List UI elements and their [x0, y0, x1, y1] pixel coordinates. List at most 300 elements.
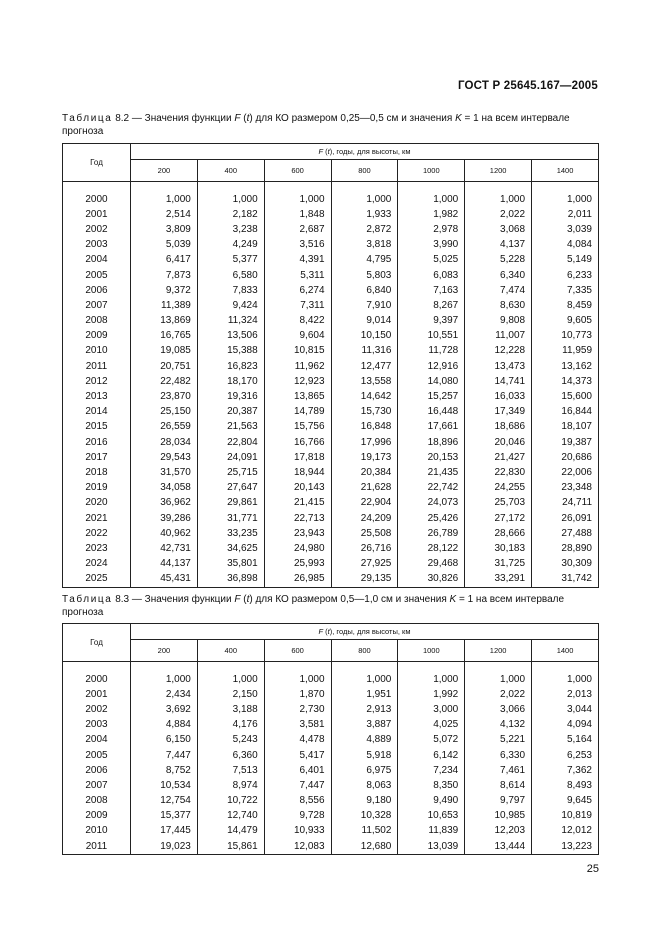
value-cell: 44,137 — [131, 557, 198, 572]
value-cell: 25,993 — [264, 557, 331, 572]
value-cell: 26,716 — [331, 541, 398, 556]
table-row — [63, 572, 599, 588]
value-cell: 9,372 — [131, 283, 198, 298]
value-cell: 5,228 — [465, 253, 532, 268]
value-cell: 1,000 — [465, 192, 532, 207]
value-cell: 1,000 — [532, 672, 599, 687]
value-cell: 8,974 — [197, 778, 264, 793]
table-row — [63, 465, 599, 480]
value-cell: 12,740 — [197, 809, 264, 824]
value-cell: 6,253 — [532, 748, 599, 763]
value-cell: 1,000 — [331, 672, 398, 687]
year-cell: 2025 — [63, 572, 131, 588]
value-cell: 6,340 — [465, 268, 532, 283]
spacer-cell — [398, 182, 465, 193]
value-cell: 3,692 — [131, 702, 198, 717]
value-cell: 8,063 — [331, 778, 398, 793]
year-cell: 2010 — [63, 824, 131, 839]
value-cell: 2,730 — [264, 702, 331, 717]
value-cell: 11,502 — [331, 824, 398, 839]
value-cell: 8,752 — [131, 763, 198, 778]
year-cell: 2019 — [63, 481, 131, 496]
table-row — [63, 450, 599, 465]
value-cell: 3,809 — [131, 222, 198, 237]
value-cell: 3,818 — [331, 238, 398, 253]
value-cell: 2,022 — [465, 687, 532, 702]
value-cell: 5,918 — [331, 748, 398, 763]
value-cell: 3,044 — [532, 702, 599, 717]
value-cell: 8,459 — [532, 298, 599, 313]
value-cell: 30,826 — [398, 572, 465, 588]
table-row — [63, 526, 599, 541]
value-cell: 12,923 — [264, 374, 331, 389]
value-cell: 3,068 — [465, 222, 532, 237]
value-cell: 29,543 — [131, 450, 198, 465]
value-cell: 2,150 — [197, 687, 264, 702]
value-cell: 8,556 — [264, 794, 331, 809]
value-cell: 1,000 — [532, 192, 599, 207]
table-row — [63, 389, 599, 404]
year-cell: 2011 — [63, 359, 131, 374]
value-cell: 1,992 — [398, 687, 465, 702]
spacer-cell — [465, 662, 532, 673]
table-row — [63, 511, 599, 526]
height-header: 1400 — [532, 640, 599, 662]
value-cell: 1,000 — [331, 192, 398, 207]
year-cell: 2004 — [63, 733, 131, 748]
value-cell: 12,083 — [264, 839, 331, 855]
table-row — [63, 314, 599, 329]
value-cell: 9,605 — [532, 314, 599, 329]
year-cell: 2016 — [63, 435, 131, 450]
value-cell: 6,360 — [197, 748, 264, 763]
year-cell: 2020 — [63, 496, 131, 511]
value-cell: 15,600 — [532, 389, 599, 404]
value-cell: 16,448 — [398, 405, 465, 420]
value-cell: 27,647 — [197, 481, 264, 496]
value-cell: 6,083 — [398, 268, 465, 283]
value-cell: 10,819 — [532, 809, 599, 824]
value-cell: 24,091 — [197, 450, 264, 465]
value-cell: 34,625 — [197, 541, 264, 556]
value-cell: 26,985 — [264, 572, 331, 588]
value-cell: 15,257 — [398, 389, 465, 404]
value-cell: 1,000 — [197, 672, 264, 687]
value-cell: 2,182 — [197, 207, 264, 222]
value-cell: 26,789 — [398, 526, 465, 541]
year-cell: 2003 — [63, 718, 131, 733]
value-cell: 1,848 — [264, 207, 331, 222]
value-cell: 22,804 — [197, 435, 264, 450]
value-cell: 9,490 — [398, 794, 465, 809]
value-cell: 16,844 — [532, 405, 599, 420]
value-cell: 12,916 — [398, 359, 465, 374]
value-cell: 28,666 — [465, 526, 532, 541]
value-cell: 9,645 — [532, 794, 599, 809]
table-row — [63, 809, 599, 824]
value-cell: 20,046 — [465, 435, 532, 450]
value-cell: 14,479 — [197, 824, 264, 839]
table-caption-8-2: Таблица 8.2 — Значения функции F (t) для КО размером 0,25—0,5 см и значения K = 1 на всем интервале прогноза — [62, 113, 570, 137]
value-cell: 23,348 — [532, 481, 599, 496]
value-cell: 21,435 — [398, 465, 465, 480]
value-cell: 39,286 — [131, 511, 198, 526]
value-cell: 3,581 — [264, 718, 331, 733]
value-cell: 25,715 — [197, 465, 264, 480]
value-cell: 4,094 — [532, 718, 599, 733]
table-row — [63, 541, 599, 556]
value-cell: 4,478 — [264, 733, 331, 748]
value-cell: 1,000 — [197, 192, 264, 207]
value-cell: 2,013 — [532, 687, 599, 702]
height-header: 600 — [264, 160, 331, 182]
value-cell: 1,000 — [131, 192, 198, 207]
height-header-row — [63, 160, 599, 182]
year-cell: 2000 — [63, 192, 131, 207]
value-cell: 34,058 — [131, 481, 198, 496]
value-cell: 10,815 — [264, 344, 331, 359]
page-number: 25 — [586, 863, 599, 875]
value-cell: 22,006 — [532, 465, 599, 480]
value-cell: 14,741 — [465, 374, 532, 389]
value-cell: 11,728 — [398, 344, 465, 359]
table-row — [63, 763, 599, 778]
value-cell: 7,311 — [264, 298, 331, 313]
year-cell: 2005 — [63, 268, 131, 283]
table-row — [63, 405, 599, 420]
value-cell: 13,162 — [532, 359, 599, 374]
table-row — [63, 329, 599, 344]
year-cell: 2012 — [63, 374, 131, 389]
table-row — [63, 238, 599, 253]
value-cell: 18,686 — [465, 420, 532, 435]
value-cell: 13,865 — [264, 389, 331, 404]
value-cell: 1,000 — [465, 672, 532, 687]
value-cell: 9,728 — [264, 809, 331, 824]
value-cell: 19,316 — [197, 389, 264, 404]
value-cell: 1,933 — [331, 207, 398, 222]
value-cell: 24,209 — [331, 511, 398, 526]
height-span-header: F (t), годы, для высоты, км — [131, 144, 599, 160]
value-cell: 16,848 — [331, 420, 398, 435]
value-cell: 42,731 — [131, 541, 198, 556]
value-cell: 26,091 — [532, 511, 599, 526]
height-header: 800 — [331, 640, 398, 662]
table-row — [63, 283, 599, 298]
height-header: 600 — [264, 640, 331, 662]
value-cell: 6,274 — [264, 283, 331, 298]
year-cell: 2006 — [63, 283, 131, 298]
value-cell: 8,614 — [465, 778, 532, 793]
table-row — [63, 794, 599, 809]
value-cell: 4,132 — [465, 718, 532, 733]
value-cell: 4,889 — [331, 733, 398, 748]
value-cell: 36,898 — [197, 572, 264, 588]
value-cell: 1,000 — [398, 672, 465, 687]
spacer-cell — [264, 182, 331, 193]
spacer-cell — [63, 662, 131, 673]
year-cell: 2008 — [63, 314, 131, 329]
value-cell: 13,039 — [398, 839, 465, 855]
year-cell: 2023 — [63, 541, 131, 556]
value-cell: 4,137 — [465, 238, 532, 253]
spacer-cell — [264, 662, 331, 673]
value-cell: 3,000 — [398, 702, 465, 717]
value-cell: 10,534 — [131, 778, 198, 793]
value-cell: 14,642 — [331, 389, 398, 404]
year-cell: 2022 — [63, 526, 131, 541]
value-cell: 11,959 — [532, 344, 599, 359]
value-cell: 5,243 — [197, 733, 264, 748]
value-cell: 4,884 — [131, 718, 198, 733]
year-cell: 2017 — [63, 450, 131, 465]
value-cell: 6,840 — [331, 283, 398, 298]
year-column-header: Год — [63, 144, 131, 182]
height-header: 200 — [131, 640, 198, 662]
value-cell: 4,084 — [532, 238, 599, 253]
value-cell: 30,183 — [465, 541, 532, 556]
value-cell: 10,722 — [197, 794, 264, 809]
value-cell: 19,173 — [331, 450, 398, 465]
value-cell: 5,025 — [398, 253, 465, 268]
value-cell: 6,975 — [331, 763, 398, 778]
value-cell: 10,653 — [398, 809, 465, 824]
table-row — [63, 359, 599, 374]
value-cell: 12,228 — [465, 344, 532, 359]
value-cell: 15,861 — [197, 839, 264, 855]
value-cell: 31,570 — [131, 465, 198, 480]
spacer-cell — [131, 662, 198, 673]
value-cell: 5,149 — [532, 253, 599, 268]
value-cell: 11,007 — [465, 329, 532, 344]
value-cell: 13,223 — [532, 839, 599, 855]
value-cell: 9,797 — [465, 794, 532, 809]
value-cell: 4,391 — [264, 253, 331, 268]
value-cell: 20,387 — [197, 405, 264, 420]
value-cell: 45,431 — [131, 572, 198, 588]
value-cell: 3,887 — [331, 718, 398, 733]
value-cell: 6,330 — [465, 748, 532, 763]
table-row — [63, 778, 599, 793]
value-cell: 9,604 — [264, 329, 331, 344]
value-cell: 24,980 — [264, 541, 331, 556]
height-header: 1000 — [398, 160, 465, 182]
value-cell: 35,801 — [197, 557, 264, 572]
value-cell: 5,377 — [197, 253, 264, 268]
value-cell: 7,474 — [465, 283, 532, 298]
value-cell: 11,839 — [398, 824, 465, 839]
value-cell: 9,014 — [331, 314, 398, 329]
value-cell: 14,080 — [398, 374, 465, 389]
value-cell: 12,012 — [532, 824, 599, 839]
height-header: 1200 — [465, 640, 532, 662]
value-cell: 8,422 — [264, 314, 331, 329]
value-cell: 21,563 — [197, 420, 264, 435]
value-cell: 26,559 — [131, 420, 198, 435]
value-cell: 1,982 — [398, 207, 465, 222]
value-cell: 18,107 — [532, 420, 599, 435]
value-cell: 28,890 — [532, 541, 599, 556]
value-cell: 5,039 — [131, 238, 198, 253]
value-cell: 25,426 — [398, 511, 465, 526]
value-cell: 20,384 — [331, 465, 398, 480]
value-cell: 27,172 — [465, 511, 532, 526]
value-cell: 25,508 — [331, 526, 398, 541]
value-cell: 13,506 — [197, 329, 264, 344]
value-cell: 2,978 — [398, 222, 465, 237]
value-cell: 8,630 — [465, 298, 532, 313]
table-row — [63, 557, 599, 572]
year-cell: 2001 — [63, 687, 131, 702]
value-cell: 11,962 — [264, 359, 331, 374]
value-cell: 6,417 — [131, 253, 198, 268]
value-cell: 10,328 — [331, 809, 398, 824]
value-cell: 17,996 — [331, 435, 398, 450]
value-cell: 20,153 — [398, 450, 465, 465]
value-cell: 20,686 — [532, 450, 599, 465]
value-cell: 7,234 — [398, 763, 465, 778]
spacer-cell — [465, 182, 532, 193]
document-header: ГОСТ Р 25645.167—2005 — [457, 80, 598, 92]
year-cell: 2013 — [63, 389, 131, 404]
value-cell: 25,150 — [131, 405, 198, 420]
value-cell: 14,373 — [532, 374, 599, 389]
value-cell: 23,943 — [264, 526, 331, 541]
value-cell: 1,870 — [264, 687, 331, 702]
value-cell: 19,085 — [131, 344, 198, 359]
value-cell: 8,493 — [532, 778, 599, 793]
height-header: 1000 — [398, 640, 465, 662]
value-cell: 17,445 — [131, 824, 198, 839]
value-cell: 1,951 — [331, 687, 398, 702]
value-cell: 13,444 — [465, 839, 532, 855]
value-cell: 10,933 — [264, 824, 331, 839]
value-cell: 21,427 — [465, 450, 532, 465]
value-cell: 4,176 — [197, 718, 264, 733]
value-cell: 15,388 — [197, 344, 264, 359]
height-span-header: F (t), годы, для высоты, км — [131, 624, 599, 640]
spacer-cell — [197, 662, 264, 673]
value-cell: 16,823 — [197, 359, 264, 374]
value-cell: 7,910 — [331, 298, 398, 313]
year-cell: 2015 — [63, 420, 131, 435]
year-cell: 2000 — [63, 672, 131, 687]
value-cell: 5,417 — [264, 748, 331, 763]
value-cell: 18,170 — [197, 374, 264, 389]
spacer-cell — [532, 662, 599, 673]
year-cell: 2021 — [63, 511, 131, 526]
height-header: 400 — [197, 160, 264, 182]
value-cell: 17,818 — [264, 450, 331, 465]
value-cell: 12,203 — [465, 824, 532, 839]
value-cell: 40,962 — [131, 526, 198, 541]
value-cell: 17,349 — [465, 405, 532, 420]
table-row — [63, 298, 599, 313]
value-cell: 1,000 — [131, 672, 198, 687]
value-cell: 15,730 — [331, 405, 398, 420]
height-header: 800 — [331, 160, 398, 182]
value-cell: 11,316 — [331, 344, 398, 359]
table-row — [63, 702, 599, 717]
value-cell: 24,711 — [532, 496, 599, 511]
value-cell: 21,415 — [264, 496, 331, 511]
value-cell: 6,233 — [532, 268, 599, 283]
value-cell: 7,163 — [398, 283, 465, 298]
value-cell: 3,066 — [465, 702, 532, 717]
value-cell: 12,754 — [131, 794, 198, 809]
year-cell: 2006 — [63, 763, 131, 778]
value-cell: 4,025 — [398, 718, 465, 733]
value-cell: 2,913 — [331, 702, 398, 717]
value-cell: 28,034 — [131, 435, 198, 450]
year-cell: 2024 — [63, 557, 131, 572]
value-cell: 3,516 — [264, 238, 331, 253]
value-cell: 6,580 — [197, 268, 264, 283]
year-cell: 2001 — [63, 207, 131, 222]
data-table-8-2 — [62, 143, 599, 588]
value-cell: 1,000 — [264, 192, 331, 207]
value-cell: 14,789 — [264, 405, 331, 420]
value-cell: 9,397 — [398, 314, 465, 329]
table-row — [63, 374, 599, 389]
value-cell: 7,513 — [197, 763, 264, 778]
value-cell: 19,023 — [131, 839, 198, 855]
table-row — [63, 435, 599, 450]
table-row — [63, 687, 599, 702]
value-cell: 33,235 — [197, 526, 264, 541]
value-cell: 20,143 — [264, 481, 331, 496]
table-body — [63, 662, 599, 855]
year-cell: 2002 — [63, 702, 131, 717]
value-cell: 21,628 — [331, 481, 398, 496]
value-cell: 13,869 — [131, 314, 198, 329]
value-cell: 6,150 — [131, 733, 198, 748]
value-cell: 31,742 — [532, 572, 599, 588]
value-cell: 8,267 — [398, 298, 465, 313]
value-cell: 33,291 — [465, 572, 532, 588]
value-cell: 31,771 — [197, 511, 264, 526]
height-header: 1400 — [532, 160, 599, 182]
value-cell: 6,142 — [398, 748, 465, 763]
year-cell: 2009 — [63, 329, 131, 344]
value-cell: 8,350 — [398, 778, 465, 793]
value-cell: 22,904 — [331, 496, 398, 511]
height-header: 400 — [197, 640, 264, 662]
value-cell: 2,687 — [264, 222, 331, 237]
value-cell: 5,311 — [264, 268, 331, 283]
year-cell: 2011 — [63, 839, 131, 855]
table-row — [63, 839, 599, 855]
value-cell: 13,473 — [465, 359, 532, 374]
value-cell: 10,150 — [331, 329, 398, 344]
value-cell: 31,725 — [465, 557, 532, 572]
table-row — [63, 253, 599, 268]
table-row — [63, 481, 599, 496]
value-cell: 9,424 — [197, 298, 264, 313]
year-cell: 2003 — [63, 238, 131, 253]
spacer-cell — [131, 182, 198, 193]
value-cell: 18,944 — [264, 465, 331, 480]
table-row — [63, 268, 599, 283]
height-header: 1200 — [465, 160, 532, 182]
value-cell: 16,033 — [465, 389, 532, 404]
value-cell: 29,861 — [197, 496, 264, 511]
value-cell: 15,377 — [131, 809, 198, 824]
value-cell: 27,925 — [331, 557, 398, 572]
year-cell: 2004 — [63, 253, 131, 268]
table-row — [63, 824, 599, 839]
table-row — [63, 672, 599, 687]
